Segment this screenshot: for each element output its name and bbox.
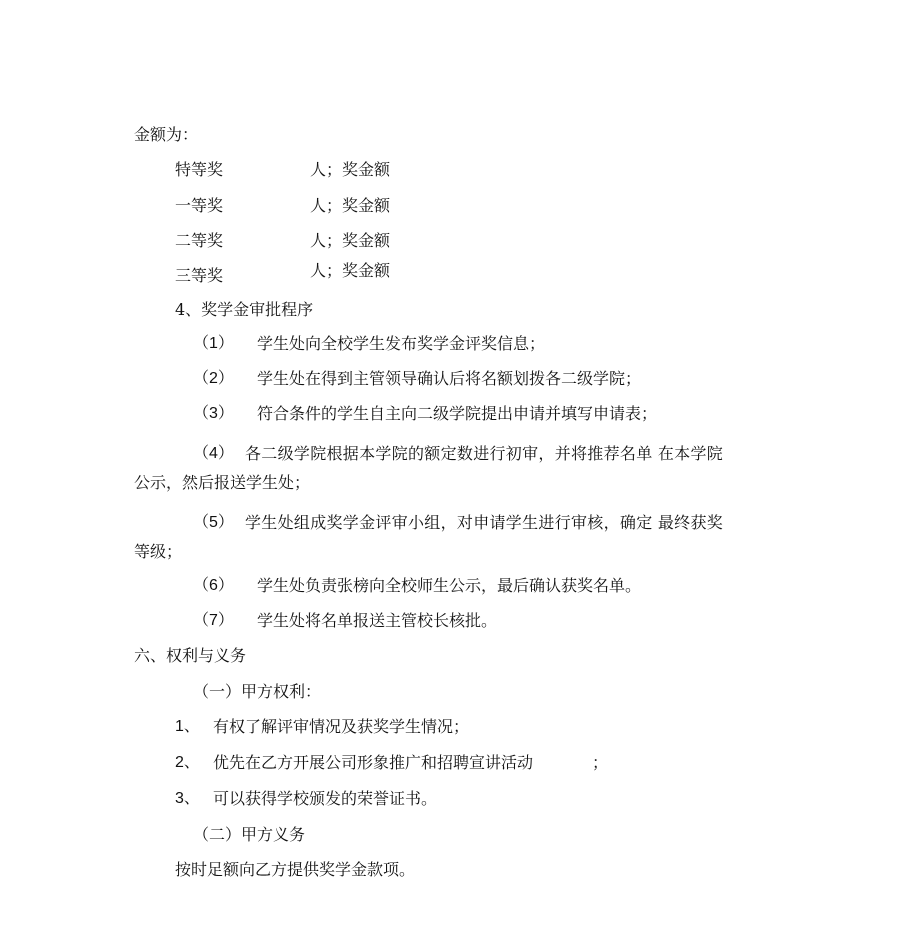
- prize-name: 三等奖: [175, 266, 224, 285]
- step-text-continued: 公示，然后报送学生处；: [134, 473, 311, 492]
- step-text: 学生处负责张榜向全校师生公示，最后确认获奖名单。: [257, 576, 642, 595]
- step-number: （4）: [193, 445, 234, 462]
- step-number: （6）: [193, 577, 234, 594]
- duties-subtitle: （二）甲方义务: [193, 825, 306, 844]
- right-text-tail: ；: [592, 753, 609, 772]
- prize-detail: 人；奖金额: [310, 261, 391, 280]
- step-text: 符合条件的学生自主向二级学院提出申请并填写申请表；: [257, 404, 658, 423]
- duties-text: 按时足额向乙方提供奖学金款项。: [175, 860, 416, 879]
- rights-subtitle: （一）甲方权利：: [193, 682, 322, 701]
- right-number: 1、: [175, 718, 200, 735]
- prize-name: 一等奖: [175, 196, 224, 215]
- right-text: 优先在乙方开展公司形象推广和招聘宣讲活动: [213, 753, 534, 772]
- step-text: 各二级学院根据本学院的额定数进行初审，并将推荐名单 在本学院: [245, 444, 724, 463]
- step-text: 学生处在得到主管领导确认后将名额划拨各二级学院；: [257, 369, 642, 388]
- prize-detail: 人；奖金额: [310, 231, 391, 250]
- section4-title: 4、奖学金审批程序: [175, 300, 314, 319]
- prize-detail: 人；奖金额: [310, 196, 391, 215]
- prize-name: 特等奖: [175, 160, 224, 179]
- step-number: （5）: [193, 514, 234, 531]
- right-number: 3、: [175, 790, 200, 807]
- right-text: 有权了解评审情况及获奖学生情况；: [213, 717, 470, 736]
- prize-detail: 人；奖金额: [310, 160, 391, 179]
- right-text: 可以获得学校颁发的荣誉证书。: [213, 789, 438, 808]
- step-text: 学生处将名单报送主管校长核批。: [257, 611, 498, 630]
- step-number: （7）: [193, 612, 234, 629]
- right-number: 2、: [175, 754, 200, 771]
- section6-title: 六、权利与义务: [134, 646, 247, 665]
- step-text: 学生处向全校学生发布奖学金评奖信息；: [257, 334, 546, 353]
- step-number: （1）: [193, 335, 234, 352]
- step-number: （2）: [193, 370, 234, 387]
- step-text: 学生处组成奖学金评审小组，对申请学生进行审核，确定 最终获奖: [245, 513, 724, 532]
- intro-text: 金额为：: [134, 125, 199, 144]
- prize-name: 二等奖: [175, 231, 224, 250]
- step-text-continued: 等级；: [134, 542, 183, 561]
- step-number: （3）: [193, 405, 234, 422]
